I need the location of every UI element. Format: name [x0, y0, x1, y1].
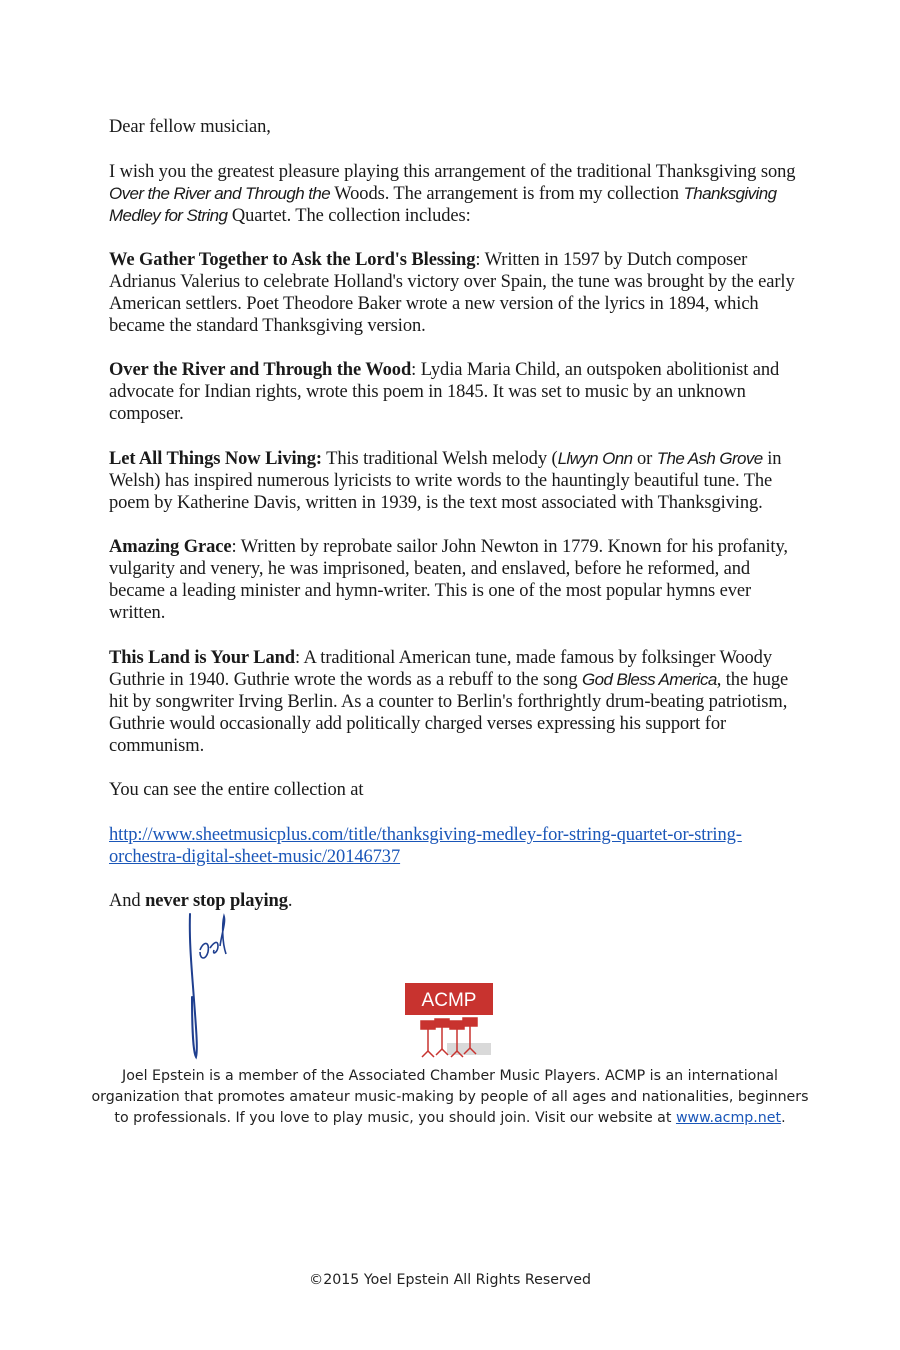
song-text-1: : Written in 1597 by Dutch composer Adrianus Valerius to celebrate Holland's victory over Spain, the tune was brought by the early American settlers. Poet Theodore Baker wrote a new version of the lyrics in 1894, which became the standard Thanksgiving version.	[109, 250, 795, 336]
song-text-4: : Written by reprobate sailor John Newton in 1779. Known for his profanity, vulgarity and venery, he was imprisoned, beaten, and enslaved, before he reformed, and became a leading minister and hymn-writer. This is one of the most popular hymns ever written.	[109, 537, 788, 623]
acmp-note-line-1: Joel Epstein is a member of the Associated Chamber Music Players. ACMP is an international	[122, 1068, 778, 1084]
acmp-note-line-3	[0, 1108, 900, 1129]
closing-period: .	[287, 891, 293, 911]
song-text-5b: , the huge hit by songwriter Irving Berlin. As a counter to Berlin's forthrightly drum-beating patriotism, Guthrie would occasionally add politically charged verses expressing his support for communism.	[109, 670, 789, 756]
acmp-membership-note	[0, 1066, 900, 1129]
collection-link-paragraph	[109, 824, 829, 868]
acmp-note-line-3a: to professionals. If you love to play music, you should join. Visit our website at	[114, 1110, 676, 1126]
song-paragraph-5	[109, 647, 809, 757]
acmp-note-line-3b: .	[781, 1110, 786, 1126]
closing-bold: never stop playing	[145, 891, 288, 911]
song-title-3: Let All Things Now Living:	[109, 449, 322, 469]
song-paragraph-1	[109, 249, 809, 337]
song-title-1: We Gather Together to Ask the Lord's Blessing	[109, 250, 476, 270]
song-title-2: Over the River and Through the Wood	[109, 360, 412, 380]
song-paragraph-2	[109, 359, 809, 425]
collection-link[interactable]	[109, 825, 742, 867]
song-paragraph-4	[109, 536, 809, 624]
song-title-5: This Land is Your Land	[109, 648, 295, 668]
acmp-note-line-2: organization that promotes amateur music-making by people of all ages and nationalities, beginners	[91, 1089, 809, 1105]
intro-text-1: I wish you the greatest pleasure playing this arrangement of the traditional Thanksgiving song	[109, 162, 796, 182]
song-title-4: Amazing Grace	[109, 537, 232, 557]
alt-title-2: The Ash Grove	[656, 449, 763, 468]
acmp-logo[interactable]	[405, 983, 493, 1061]
song-text-2: : Lydia Maria Child, an outspoken abolitionist and advocate for Indian rights, wrote this poem in 1845. It was set to music by an unknown composer.	[109, 360, 780, 424]
greeting: Dear fellow musician,	[109, 117, 271, 137]
intro-text-3: Quartet. The collection includes:	[227, 206, 471, 226]
song-reference: God Bless America	[582, 670, 717, 689]
alt-title-1: Llwyn Onn	[557, 449, 633, 468]
copyright-footer: ©2015 Yoel Epstein All Rights Reserved	[309, 1272, 591, 1288]
song-title: Over the River and Through the	[109, 184, 331, 203]
link-line-2: orchestra-digital-sheet-music/20146737	[109, 847, 401, 867]
song-text-3a: This traditional Welsh melody (	[321, 449, 558, 469]
closing-and: And	[109, 891, 146, 911]
intro-text-2: Woods. The arrangement is from my collection	[330, 184, 684, 204]
song-text-5a: : A traditional American tune, made famous by folksinger Woody Guthrie in 1940. Guthrie wrote the words as a rebuff to the song	[109, 648, 772, 690]
acmp-website-link[interactable]: www.acmp.net	[675, 1110, 782, 1126]
collection-title-a: Thanksgiving	[683, 184, 777, 203]
song-paragraph-3	[109, 448, 809, 514]
collection-title-b: Medley for String	[109, 206, 228, 225]
signature-image	[176, 902, 236, 1062]
link-line-1: http://www.sheetmusicplus.com/title/thanksgiving-medley-for-string-quartet-or-string-	[109, 825, 742, 845]
intro-paragraph	[109, 161, 809, 227]
song-text-3b: in Welsh) has inspired numerous lyricists to write words to the hauntingly beautiful tune. The poem by Katherine Davis, written in 1939, is the text most associated with Thanksgiving.	[109, 449, 782, 513]
song-text-or: or	[632, 449, 657, 469]
see-collection-text: You can see the entire collection at	[109, 780, 364, 800]
logo-text: ACMP	[421, 990, 477, 1011]
